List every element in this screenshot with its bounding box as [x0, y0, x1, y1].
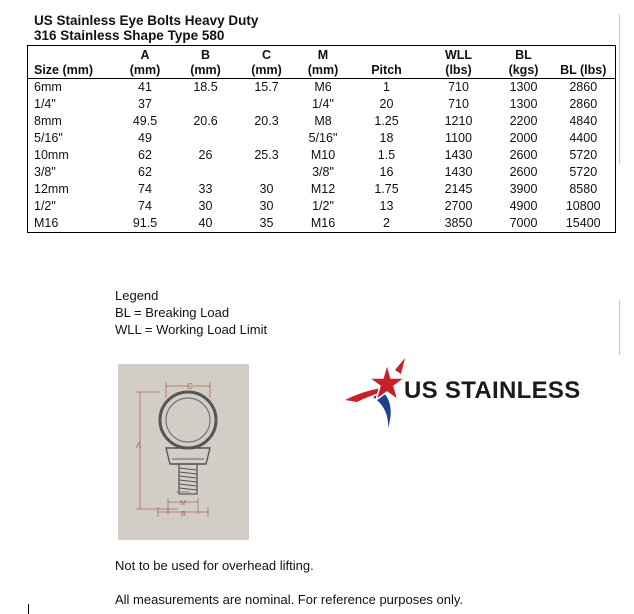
table-cell — [239, 164, 295, 181]
column-header-wll — [422, 46, 496, 79]
table-cell: 2600 — [509, 165, 538, 179]
table-cell: 3900 — [509, 182, 538, 196]
specs-table — [27, 45, 616, 233]
table-cell: 33 — [198, 182, 213, 196]
table-cell — [173, 96, 239, 113]
column-header-top: M — [317, 48, 329, 62]
title-line-2: 316 Stainless Shape Type 580 — [34, 28, 225, 43]
table-cell: 710 — [448, 80, 469, 94]
table-cell: 2860 — [569, 97, 598, 111]
column-header-top: B — [200, 48, 211, 62]
dim-label-m: M — [180, 500, 186, 507]
table-cell: 2860 — [569, 80, 598, 94]
column-header-c — [239, 46, 295, 79]
table-row — [28, 215, 616, 233]
table-cell: 1/4" — [34, 97, 56, 111]
table-cell: 710 — [448, 97, 469, 111]
table-cell: 49.5 — [132, 114, 158, 128]
table-cell: 10800 — [565, 199, 601, 213]
table-body — [28, 79, 616, 233]
dim-label-a: A — [136, 441, 142, 450]
table-cell: M16 — [310, 216, 336, 230]
table-cell: 91.5 — [132, 216, 158, 230]
legend — [115, 287, 267, 338]
legend-heading: Legend — [115, 288, 159, 303]
document-title — [34, 13, 258, 43]
eye-bolt-drawing — [118, 364, 249, 540]
table-cell: 5/16" — [34, 131, 63, 145]
table-cell — [173, 130, 239, 147]
column-header-bottom: (kgs) — [508, 63, 539, 77]
table-row — [28, 181, 616, 198]
table-cell: 74 — [138, 182, 152, 196]
logo-text: US STAINLESS — [404, 377, 581, 404]
table-cell: 1300 — [509, 80, 538, 94]
table-cell: 30 — [259, 182, 274, 196]
table-cell: 3850 — [444, 216, 473, 230]
table-row — [28, 147, 616, 164]
legend-wll: WLL = Working Load Limit — [115, 322, 268, 337]
table-cell: 5720 — [569, 148, 598, 162]
table-cell: 7000 — [509, 216, 538, 230]
table-cell: 1210 — [444, 114, 473, 128]
table-cell: 13 — [379, 199, 394, 213]
column-header-bottom: (mm) — [251, 63, 282, 77]
table-cell: 30 — [198, 199, 213, 213]
table-cell: M12 — [310, 182, 336, 196]
table-cell: 15.7 — [254, 80, 279, 94]
table-cell: 6mm — [34, 80, 62, 94]
table-cell: 1300 — [509, 97, 538, 111]
table-cell: 1/2" — [34, 199, 56, 213]
table-cell: 1 — [383, 80, 390, 94]
table-cell: 2700 — [444, 199, 473, 213]
column-header-bottom: (mm) — [190, 63, 221, 77]
column-header-bll — [552, 46, 616, 79]
column-header-bottom: Size (mm) — [34, 63, 94, 77]
title-line-1: US Stainless Eye Bolts Heavy Duty — [34, 13, 259, 28]
table-cell: 5/16" — [308, 131, 338, 145]
overhead-warning: Not to be used for overhead lifting. — [115, 558, 314, 573]
column-header-size — [28, 46, 118, 79]
table-cell: 4400 — [569, 131, 598, 145]
table-cell: 3/8" — [312, 165, 334, 179]
table-cell: 18.5 — [193, 80, 218, 94]
column-header-top: A — [140, 48, 150, 62]
column-header-b — [173, 46, 239, 79]
table-cell: 16 — [379, 165, 394, 179]
legend-bl: BL = Breaking Load — [115, 305, 230, 320]
table-cell: 12mm — [34, 182, 69, 196]
table-cell: 41 — [138, 80, 152, 94]
table-cell: 8580 — [569, 182, 598, 196]
column-header-top: C — [261, 48, 272, 62]
table-cell: 2600 — [509, 148, 538, 162]
column-header-m — [295, 46, 352, 79]
table-cell: 62 — [138, 165, 152, 179]
table-cell — [173, 164, 239, 181]
column-header-bottom: (lbs) — [445, 63, 472, 77]
table-cell: 1.75 — [374, 182, 399, 196]
dim-label-c: C — [187, 382, 193, 391]
table-cell: 1100 — [445, 131, 472, 145]
table-cell: 1/2" — [312, 199, 334, 213]
table-cell: 62 — [138, 148, 152, 162]
table-cell: 4840 — [569, 114, 598, 128]
table-cell: M6 — [314, 80, 332, 94]
dim-label-b: B — [181, 511, 186, 518]
star-logo-icon — [343, 352, 413, 430]
column-header-bottom: (mm) — [129, 63, 161, 77]
column-header-a — [118, 46, 173, 79]
table-header-row — [28, 46, 616, 79]
table-row — [28, 113, 616, 130]
table-cell: 1430 — [444, 165, 473, 179]
table-cell: 20.6 — [193, 114, 218, 128]
table-cell: 2 — [383, 216, 390, 230]
column-header-bottom: Pitch — [371, 63, 402, 77]
table-cell: 26 — [198, 148, 213, 162]
table-cell: 1430 — [444, 148, 473, 162]
table-cell — [239, 130, 295, 147]
table-cell: 40 — [198, 216, 213, 230]
table-cell: 37 — [138, 97, 152, 111]
table-row — [28, 198, 616, 215]
table-cell: 4900 — [509, 199, 538, 213]
table-cell — [239, 96, 295, 113]
table-cell: 5720 — [569, 165, 598, 179]
table-cell: 18 — [379, 131, 394, 145]
table-cell: 74 — [138, 199, 152, 213]
table-cell: 3/8" — [34, 165, 56, 179]
text-cursor-mark — [28, 604, 29, 614]
column-header-blk — [496, 46, 552, 79]
table-cell: 1/4" — [312, 97, 334, 111]
table-cell: 30 — [259, 199, 274, 213]
table-row — [28, 79, 616, 97]
table-cell: M16 — [34, 216, 59, 230]
table-row — [28, 164, 616, 181]
table-cell: 8mm — [34, 114, 62, 128]
table-row — [28, 96, 616, 113]
page-margin-rule — [619, 14, 620, 164]
table-cell: 1.5 — [377, 148, 396, 162]
table-cell: 35 — [259, 216, 274, 230]
table-cell: 2000 — [509, 131, 538, 145]
column-header-pitch — [352, 46, 422, 79]
table-row — [28, 130, 616, 147]
column-header-bottom: (mm) — [307, 63, 339, 77]
table-cell: M10 — [310, 148, 336, 162]
table-cell: 2200 — [509, 114, 538, 128]
table-cell: 15400 — [565, 216, 601, 230]
column-header-top: WLL — [444, 48, 473, 62]
nominal-disclaimer: All measurements are nominal. For reference purposes only. — [115, 592, 464, 607]
column-header-top: BL — [515, 48, 532, 62]
table-cell: 25.3 — [254, 148, 279, 162]
table-cell: 20 — [379, 97, 394, 111]
page-margin-rule-lower — [619, 300, 620, 355]
table-cell: 2145 — [444, 182, 473, 196]
table-cell: 10mm — [34, 148, 69, 162]
table-cell: 20.3 — [254, 114, 279, 128]
table-cell: M8 — [314, 114, 332, 128]
column-header-bottom: BL (lbs) — [560, 63, 607, 77]
table-cell: 1.25 — [374, 114, 399, 128]
eye-bolt-diagram-photo — [118, 364, 249, 540]
table-cell: 49 — [138, 131, 152, 145]
